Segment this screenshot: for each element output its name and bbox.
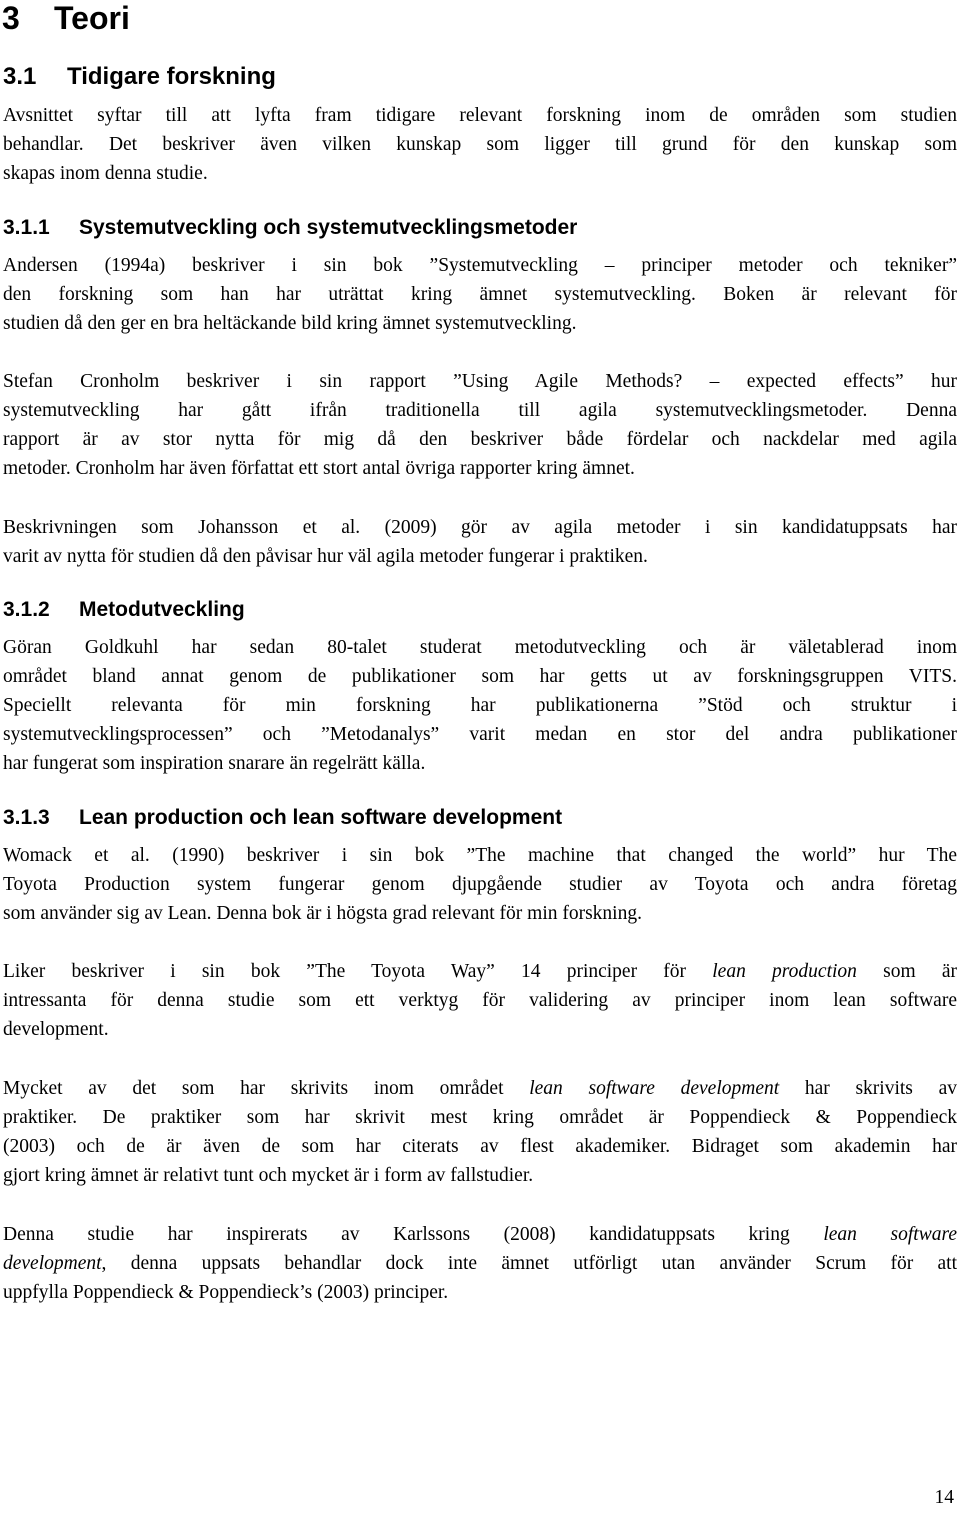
text-line bbox=[3, 1220, 957, 1249]
text-line: Stefan Cronholm beskriver i sin rapport ”Using Agile Methods? – expected effects” hur bbox=[3, 371, 957, 392]
text-line: Avsnittet syftar till att lyfta fram tidigare relevant forskning inom de områden som studien bbox=[3, 105, 957, 126]
text-line: har fungerat som inspiration snarare än regelrätt källa. bbox=[3, 753, 426, 774]
text-line: (2003) och de är även de som har citerats av flest akademiker. Bidraget som akademin har bbox=[3, 1136, 957, 1157]
text-run: Liker beskriver i sin bok ”The Toyota Way” 14 principer för bbox=[3, 961, 713, 982]
text-line: Andersen (1994a) beskriver i sin bok ”Systemutveckling – principer metoder och tekniker” bbox=[3, 255, 957, 276]
text-line: metoder. Cronholm har även författat ett stort antal övriga rapporter kring ämnet. bbox=[3, 458, 635, 479]
subsection-title: Metodutveckling bbox=[79, 598, 245, 621]
subsection-number: 3.1.1 bbox=[3, 216, 50, 239]
paragraph-goldkuhl bbox=[3, 633, 957, 778]
section-number: 3.1 bbox=[3, 63, 37, 90]
text-line: uppfylla Poppendieck & Poppendieck’s (2003) principer. bbox=[3, 1282, 449, 1303]
emphasis-lean-software-development: lean software development bbox=[529, 1078, 780, 1099]
text-run: Mycket av det som har skrivits inom området bbox=[3, 1078, 530, 1099]
text-line: Womack et al. (1990) beskriver i sin bok ”The machine that changed the world” hur The bbox=[3, 845, 957, 866]
subsection-title: Lean production och lean software development bbox=[79, 806, 563, 829]
text-line: skapas inom denna studie. bbox=[3, 163, 208, 184]
text-line: rapport är av stor nytta för mig då den beskriver både fördelar och nackdelar med agila bbox=[3, 429, 957, 450]
subsection-heading-systemutveckling bbox=[3, 214, 577, 242]
text-line: den forskning som han har uträttat kring ämnet systemutveckling. Boken är relevant för bbox=[3, 284, 957, 305]
text-line bbox=[3, 1074, 957, 1103]
text-line: området bland annat genom de publikationer som har getts ut av forskningsgruppen VITS. bbox=[3, 666, 957, 687]
text-line: Speciellt relevanta för min forskning har publikationerna ”Stöd och struktur i bbox=[3, 695, 957, 716]
emphasis-development: development bbox=[3, 1253, 102, 1274]
chapter-title: Teori bbox=[54, 0, 130, 36]
emphasis-lean-production: lean production bbox=[712, 961, 857, 982]
text-line bbox=[3, 957, 957, 986]
text-run: , denna uppsats behandlar dock inte ämnet utförligt utan använder Scrum för att bbox=[101, 1253, 957, 1274]
chapter-heading bbox=[2, 0, 130, 36]
chapter-number: 3 bbox=[2, 0, 20, 36]
subsection-number: 3.1.3 bbox=[3, 806, 50, 829]
section-title: Tidigare forskning bbox=[67, 63, 276, 90]
text-run: Denna studie har inspirerats av Karlssons (2008) kandidatuppsats kring bbox=[3, 1224, 824, 1245]
emphasis-lean-software: lean software bbox=[823, 1224, 957, 1245]
text-run: har skrivits av bbox=[779, 1078, 957, 1099]
section-heading bbox=[3, 62, 276, 92]
paragraph-cronholm bbox=[3, 367, 957, 483]
intro-paragraph bbox=[3, 101, 957, 188]
text-line: systemutveckling har gått ifrån traditionella till agila systemutvecklingsmetoder. Denna bbox=[3, 400, 957, 421]
paragraph-karlsson bbox=[3, 1220, 957, 1307]
paragraph-andersen bbox=[3, 251, 957, 338]
text-line: praktiker. De praktiker som har skrivit mest kring området är Poppendieck & Poppendieck bbox=[3, 1107, 957, 1128]
text-line: Beskrivningen som Johansson et al. (2009) gör av agila metoder i sin kandidatuppsats har bbox=[3, 517, 957, 538]
paragraph-johansson bbox=[3, 513, 957, 571]
subsection-title: Systemutveckling och systemutvecklingsmetoder bbox=[79, 216, 578, 239]
paragraph-liker bbox=[3, 957, 957, 1044]
page-number: 14 bbox=[934, 1487, 954, 1508]
subsection-heading-metodutveckling bbox=[3, 596, 245, 624]
text-line: Toyota Production system fungerar genom djupgående studier av Toyota och andra företag bbox=[3, 874, 957, 895]
paragraph-womack bbox=[3, 841, 957, 928]
text-line: Göran Goldkuhl har sedan 80-talet studerat metodutveckling och är väletablerad inom bbox=[3, 637, 957, 658]
text-line: development. bbox=[3, 1019, 109, 1040]
text-run: som är bbox=[856, 961, 958, 982]
text-line: intressanta för denna studie som ett verktyg för validering av principer inom lean software bbox=[3, 990, 957, 1011]
text-line: varit av nytta för studien då den påvisar hur väl agila metoder fungerar i praktiken. bbox=[3, 546, 648, 567]
paragraph-poppendieck bbox=[3, 1074, 957, 1190]
subsection-heading-lean bbox=[3, 804, 562, 832]
text-line: gjort kring ämnet är relativt tunt och mycket är i form av fallstudier. bbox=[3, 1165, 534, 1186]
text-line: studien då den ger en bra heltäckande bild kring ämnet systemutveckling. bbox=[3, 313, 577, 334]
text-line: behandlar. Det beskriver även vilken kunskap som ligger till grund för den kunskap som bbox=[3, 134, 957, 155]
subsection-number: 3.1.2 bbox=[3, 598, 50, 621]
text-line bbox=[3, 1249, 957, 1278]
text-line: som använder sig av Lean. Denna bok är i högsta grad relevant för min forskning. bbox=[3, 903, 642, 924]
text-line: systemutvecklingsprocessen” och ”Metodanalys” varit medan en stor del andra publikationer bbox=[3, 724, 957, 745]
